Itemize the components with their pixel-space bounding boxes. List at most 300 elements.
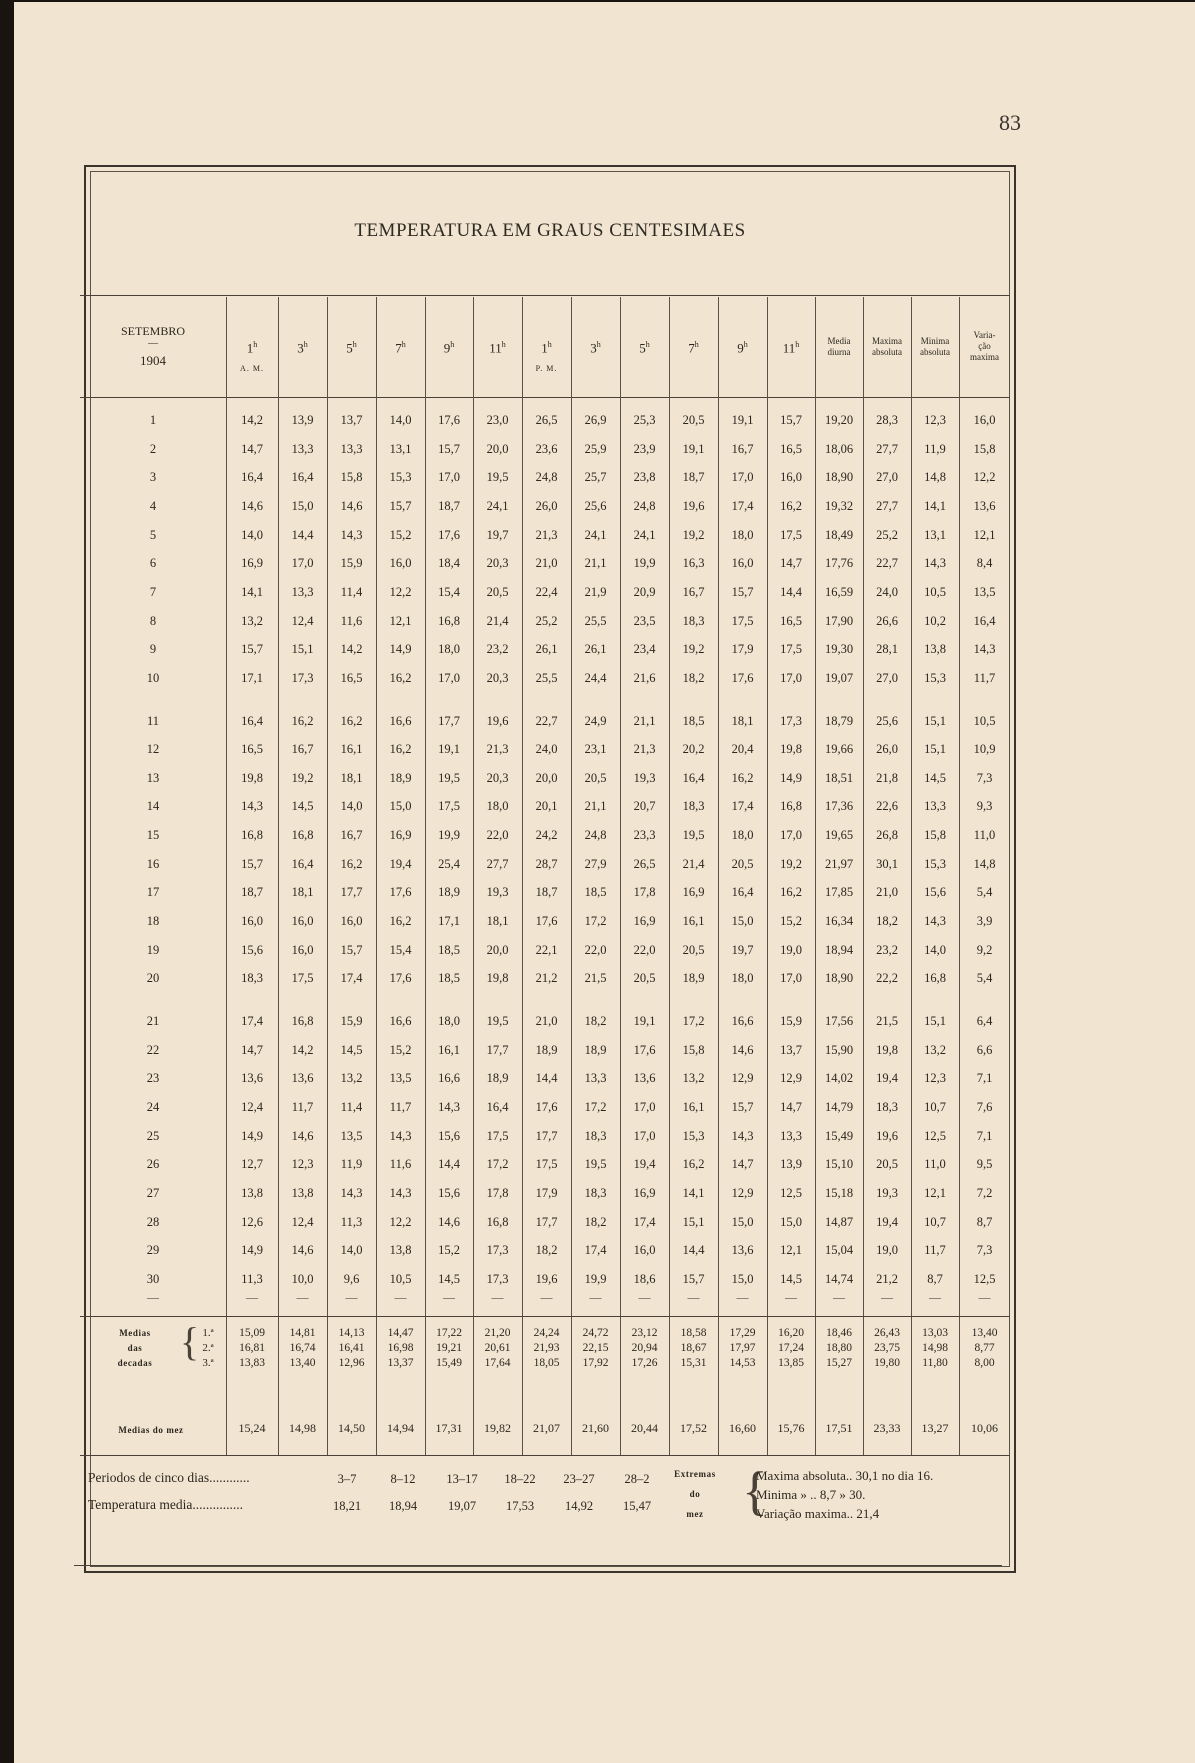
table-cell: 23,8 — [633, 470, 656, 485]
table-cell: 17,8 — [486, 1185, 509, 1200]
table-cell: 14,9 — [241, 1128, 263, 1143]
table-cell: 17,0 — [438, 670, 460, 685]
table-cell: 16,2 — [780, 498, 802, 513]
table-cell: 19,7 — [731, 942, 754, 957]
table-cell: 16,0 — [633, 1243, 656, 1258]
month-mean-cell: 16,60 — [729, 1421, 756, 1435]
periods-label: Periodos de cinco dias............ — [88, 1470, 250, 1485]
day-number: 7 — [149, 584, 157, 599]
table-cell: 15,3 — [924, 856, 946, 871]
extremas-line: Variação maxima.. 21,4 — [756, 1506, 880, 1521]
hour-number: 9 — [443, 340, 451, 356]
table-cell: 19,30 — [824, 642, 854, 657]
decade-mean-cell: 15,27 — [826, 1357, 852, 1369]
table-cell: 24,4 — [584, 670, 607, 685]
table-cell: 16,6 — [389, 713, 412, 728]
table-cell: 13,6 — [633, 1071, 656, 1086]
header-top-rule — [80, 295, 1010, 296]
table-cell: 18,6 — [633, 1271, 656, 1286]
dash-mark: — — [687, 1290, 700, 1304]
table-cell: 11,7 — [924, 1243, 946, 1258]
table-cell: 17,3 — [486, 1243, 509, 1258]
table-cell: 14,3 — [340, 1185, 363, 1200]
table-cell: 22,6 — [876, 799, 898, 814]
decade-mean-cell: 13,85 — [778, 1357, 804, 1369]
hour-suffix: h — [450, 340, 455, 349]
table-cell: 20,5 — [682, 942, 705, 957]
table-cell: 16,0 — [389, 556, 412, 571]
table-cell: 11,3 — [241, 1271, 263, 1286]
day-number: 16 — [146, 856, 160, 871]
decade-mean-cell: 12,96 — [338, 1357, 365, 1369]
extremas-label: mez — [686, 1509, 704, 1519]
table-cell: 17,2 — [486, 1157, 509, 1172]
table-cell: 19,4 — [876, 1214, 898, 1229]
table-cell: 18,5 — [438, 942, 460, 957]
month-mean-cell: 13,27 — [921, 1421, 949, 1435]
decade-mean-cell: 22,15 — [582, 1342, 609, 1354]
table-cell: 19,1 — [731, 413, 754, 427]
hour-number: 5 — [346, 340, 353, 356]
table-cell: 14,74 — [824, 1271, 854, 1286]
table-cell: 17,2 — [584, 1099, 607, 1114]
table-cell: 10,5 — [389, 1271, 412, 1286]
table-cell: 22,0 — [486, 828, 509, 843]
table-cell: 14,6 — [291, 1243, 314, 1258]
table-cell: 15,0 — [780, 1214, 802, 1229]
table-cell: 15,6 — [241, 942, 263, 957]
day-number: 19 — [146, 942, 160, 957]
table-cell: 13,3 — [291, 584, 314, 599]
table-cell: 14,4 — [438, 1157, 460, 1172]
decade-mean-cell: 13,37 — [387, 1357, 414, 1369]
month-mean-cell: 15,76 — [777, 1421, 805, 1435]
table-cell: 12,2 — [389, 584, 412, 599]
table-cell: 14,4 — [780, 584, 802, 599]
table-cell: 17,6 — [731, 670, 754, 685]
table-cell: 19,0 — [876, 1243, 898, 1258]
header-hour — [278, 338, 327, 355]
table-cell: 13,2 — [682, 1071, 705, 1086]
table-cell: 16,2 — [291, 713, 314, 728]
table-cell: 23,4 — [633, 642, 656, 657]
table-cell: 18,5 — [682, 713, 705, 728]
hour-suffix: h — [401, 340, 406, 349]
dash-mark: — — [540, 1290, 553, 1304]
table-cell: 13,3 — [291, 441, 314, 456]
table-cell: 16,0 — [973, 413, 996, 427]
table-cell: 21,0 — [876, 885, 898, 900]
table-cell: 15,9 — [340, 1014, 363, 1028]
table-cell: 10,9 — [973, 742, 996, 757]
table-cell: 15,1 — [682, 1214, 705, 1229]
decade-mean-cell: 16,20 — [778, 1327, 804, 1339]
table-cell: 14,3 — [340, 527, 363, 542]
table-cell: 23,2 — [876, 942, 898, 957]
decade-mean-cell: 23,75 — [874, 1342, 900, 1354]
decade-mean-cell: 17,64 — [484, 1357, 511, 1369]
table-cell: 14,1 — [682, 1185, 705, 1200]
table-cell: 12,3 — [291, 1157, 314, 1172]
table-cell: 20,0 — [486, 441, 509, 456]
table-cell: 16,4 — [486, 1099, 509, 1114]
table-cell: 21,1 — [633, 713, 656, 728]
table-cell: 17,5 — [780, 642, 802, 657]
table-cell: 18,9 — [438, 885, 460, 900]
table-cell: 16,1 — [340, 742, 363, 757]
table-cell: 27,7 — [876, 498, 898, 513]
table-cell: 11,0 — [924, 1157, 946, 1172]
header-hour — [571, 338, 620, 355]
table-cell: 11,4 — [340, 1099, 363, 1114]
header-extra-label: diurna — [827, 347, 851, 357]
decade-mean-cell: 8,00 — [974, 1357, 995, 1369]
month-mean-cell: 14,94 — [387, 1421, 414, 1435]
decade-mean-cell: 21,93 — [533, 1342, 560, 1354]
table-cell: 6,4 — [976, 1014, 993, 1028]
table-cell: 19,9 — [633, 556, 656, 571]
table-cell: 21,4 — [486, 613, 509, 628]
table-cell: 12,9 — [731, 1071, 754, 1086]
table-cell: 15,18 — [824, 1185, 854, 1200]
table-cell: 16,9 — [682, 885, 705, 900]
table-cell: 20,4 — [731, 742, 754, 757]
table-cell: 13,2 — [241, 613, 263, 628]
table-cell: 26,6 — [876, 613, 898, 628]
table-cell: 14,3 — [924, 556, 946, 571]
table-cell: 16,2 — [389, 670, 412, 685]
table-cell: 16,6 — [389, 1014, 412, 1028]
table-cell: 17,7 — [340, 885, 363, 900]
decade-mean-cell: 19,80 — [874, 1357, 900, 1369]
extremas-line: Maxima absoluta.. 30,1 no dia 16. — [756, 1468, 934, 1483]
dash-mark: — — [736, 1290, 749, 1304]
decade-means-label: decadas — [117, 1358, 153, 1368]
table-cell: 19,7 — [486, 527, 509, 542]
table-cell: 13,2 — [340, 1071, 363, 1086]
table-cell: 16,7 — [731, 441, 754, 456]
table-cell: 26,9 — [584, 413, 607, 427]
table-cell: 20,5 — [486, 584, 509, 599]
table-cell: 25,2 — [535, 613, 558, 628]
table-cell: 21,3 — [535, 527, 558, 542]
table-cell: 14,0 — [340, 1243, 363, 1258]
hour-number: 11 — [782, 340, 796, 356]
table-cell: 18,06 — [824, 441, 854, 456]
table-cell: 21,8 — [876, 770, 898, 785]
table-cell: 23,5 — [633, 613, 656, 628]
decade-mean-cell: 19,21 — [436, 1342, 462, 1354]
decade-mean-cell: 16,74 — [289, 1342, 316, 1354]
table-cell: 21,1 — [584, 556, 607, 571]
table-cell: 21,2 — [876, 1271, 898, 1286]
table-cell: 17,4 — [633, 1214, 656, 1229]
table-cell: 17,4 — [241, 1014, 263, 1028]
day-number: 30 — [146, 1271, 160, 1286]
hour-number: 3 — [590, 340, 597, 356]
table-cell: 28,7 — [535, 856, 558, 871]
table-cell: 18,79 — [824, 713, 854, 728]
table-cell: 17,4 — [340, 971, 363, 986]
table-cell: 13,8 — [389, 1243, 412, 1258]
table-cell: 11,7 — [389, 1099, 412, 1114]
decade-mean-cell: 20,61 — [484, 1342, 511, 1354]
table-cell: 25,9 — [584, 441, 607, 456]
table-cell: 10,7 — [924, 1214, 946, 1229]
table-cell: 16,6 — [438, 1071, 460, 1086]
table-cell: 11,0 — [973, 828, 996, 843]
table-cell: 26,1 — [584, 642, 607, 657]
table-cell: 16,8 — [438, 613, 460, 628]
table-cell: 15,3 — [682, 1128, 705, 1143]
table-cell: 19,66 — [824, 742, 854, 757]
table-cell: 21,5 — [876, 1014, 898, 1028]
table-cell: 24,9 — [584, 713, 607, 728]
table-cell: 15,10 — [824, 1157, 854, 1172]
table-cell: 12,1 — [973, 527, 996, 542]
dash-mark: — — [246, 1290, 258, 1304]
table-cell: 21,9 — [584, 584, 607, 599]
table-cell: 17,0 — [780, 828, 802, 843]
table-cell: 23,1 — [584, 742, 607, 757]
table-cell: 17,0 — [438, 470, 460, 485]
table-cell: 16,4 — [241, 470, 263, 485]
decade-mean-cell: 18,67 — [680, 1342, 707, 1354]
table-cell: 18,0 — [731, 828, 754, 843]
table-cell: 19,3 — [633, 770, 656, 785]
day-number: 14 — [146, 799, 160, 814]
table-cell: 16,0 — [291, 942, 314, 957]
table-cell: 10,2 — [924, 613, 946, 628]
decade-mean-cell: 16,81 — [239, 1342, 265, 1354]
table-cell: 14,9 — [389, 642, 412, 657]
table-cell: 18,90 — [824, 470, 854, 485]
day-number: 27 — [146, 1185, 160, 1200]
table-cell: 16,2 — [389, 742, 412, 757]
decade-mean-cell: 15,49 — [436, 1357, 462, 1369]
day-number: 9 — [149, 642, 157, 657]
means-bottom-rule — [80, 1455, 1010, 1456]
decade-mean-cell: 11,80 — [922, 1357, 948, 1369]
table-cell: 14,5 — [340, 1042, 363, 1057]
table-cell: 19,4 — [876, 1071, 898, 1086]
table-cell: 15,0 — [731, 1271, 754, 1286]
table-cell: 14,2 — [340, 642, 363, 657]
table-bottom-rule — [74, 1565, 1002, 1566]
table-cell: 19,5 — [486, 1014, 509, 1028]
day-number: 3 — [149, 470, 157, 485]
table-cell: 16,2 — [731, 770, 754, 785]
table-cell: 18,5 — [438, 971, 460, 986]
table-cell: 16,8 — [780, 799, 802, 814]
table-cell: 17,90 — [824, 613, 854, 628]
table-cell: 15,7 — [731, 584, 754, 599]
day-number: 1 — [149, 413, 157, 427]
table-cell: 20,5 — [584, 770, 607, 785]
table-cell: 16,0 — [340, 914, 363, 929]
table-cell: 20,0 — [486, 942, 509, 957]
table-cell: 14,4 — [291, 527, 314, 542]
table-cell: 18,3 — [876, 1099, 898, 1114]
period-range: 23–27 — [563, 1472, 595, 1486]
day-number: 18 — [146, 914, 160, 929]
decade-mean-cell: 13,40 — [971, 1327, 998, 1339]
table-cell: 25,3 — [633, 413, 656, 427]
table-cell: 15,3 — [924, 670, 946, 685]
table-cell: 16,7 — [340, 828, 363, 843]
table-cell: 17,85 — [824, 885, 854, 900]
table-cell: 17,56 — [824, 1014, 854, 1028]
table-cell: 18,51 — [824, 770, 854, 785]
table-cell: 14,3 — [389, 1128, 412, 1143]
table-cell: 13,3 — [924, 799, 946, 814]
table-cell: 16,4 — [291, 856, 314, 871]
table-cell: 7,3 — [976, 770, 993, 785]
decade-mean-cell: 16,98 — [387, 1342, 414, 1354]
table-cell: 15,7 — [241, 856, 263, 871]
table-cell: 17,9 — [731, 642, 754, 657]
table-cell: 15,1 — [924, 1014, 946, 1028]
month-means-label: Medias do mez — [118, 1425, 184, 1435]
table-cell: 16,4 — [731, 885, 754, 900]
month-mean-cell: 15,24 — [238, 1421, 266, 1435]
header-hour — [226, 338, 278, 355]
day-number: 28 — [146, 1214, 160, 1229]
table-cell: 16,5 — [241, 742, 263, 757]
table-cell: 17,5 — [731, 613, 754, 628]
day-number: 13 — [146, 770, 160, 785]
table-cell: 13,5 — [973, 584, 996, 599]
table-cell: 13,3 — [780, 1128, 802, 1143]
table-cell: 12,7 — [241, 1157, 263, 1172]
decade-mean-cell: 24,72 — [582, 1327, 609, 1339]
header-extra-label: Maxima — [872, 336, 902, 346]
table-cell: 18,90 — [824, 971, 854, 986]
table-cell: 15,7 — [780, 413, 802, 427]
day-number: 21 — [146, 1014, 160, 1028]
table-cell: 13,6 — [291, 1071, 314, 1086]
table-cell: 12,5 — [973, 1271, 996, 1286]
table-cell: 15,9 — [340, 556, 363, 571]
table-cell: 12,9 — [780, 1071, 802, 1086]
hour-number: 11 — [489, 340, 502, 356]
dash-mark: — — [881, 1290, 893, 1304]
table-cell: 18,9 — [584, 1042, 607, 1057]
table-cell: 13,8 — [241, 1185, 263, 1200]
table-cell: 28,1 — [876, 642, 898, 657]
table-cell: 17,6 — [535, 1099, 558, 1114]
table-cell: 8,7 — [927, 1271, 943, 1286]
table-cell: 19,4 — [389, 856, 412, 871]
table-cell: 27,7 — [876, 441, 898, 456]
decade-mean-cell: 26,43 — [874, 1327, 900, 1339]
table-cell: 16,2 — [389, 914, 412, 929]
table-cell: 21,0 — [535, 556, 558, 571]
table-cell: 15,9 — [780, 1014, 802, 1028]
table-cell: 18,3 — [682, 799, 705, 814]
hour-suffix: h — [694, 340, 699, 349]
table-cell: 14,7 — [780, 556, 802, 571]
table-cell: 19,3 — [876, 1185, 898, 1200]
table-cell: 21,97 — [824, 856, 854, 871]
table-cell: 12,2 — [389, 1214, 412, 1229]
dash-mark: — — [978, 1290, 991, 1304]
table-cell: 24,8 — [584, 828, 607, 843]
table-cell: 14,0 — [241, 527, 263, 542]
table-cell: 17,0 — [291, 556, 314, 571]
header-hour — [327, 338, 376, 355]
table-cell: 13,5 — [340, 1128, 363, 1143]
table-cell: 16,7 — [682, 584, 705, 599]
table-cell: 17,6 — [438, 413, 460, 427]
month-mean-cell: 10,06 — [971, 1421, 998, 1435]
period-temperature: 18,94 — [388, 1499, 418, 1513]
table-cell: 14,3 — [731, 1128, 754, 1143]
table-cell: 25,2 — [876, 527, 898, 542]
table-cell: 18,3 — [584, 1128, 607, 1143]
day-number: 23 — [146, 1071, 160, 1086]
decade-mean-cell: 15,09 — [239, 1327, 265, 1339]
table-cell: 17,0 — [780, 971, 802, 986]
decade-mean-cell: 18,58 — [680, 1327, 707, 1339]
table-cell: 16,3 — [682, 556, 705, 571]
table-cell: 17,3 — [291, 670, 314, 685]
table-cell: 7,3 — [976, 1243, 993, 1258]
header-hour — [669, 338, 718, 355]
extremas-label: Extremas — [674, 1469, 716, 1479]
table-cell: 15,1 — [291, 642, 314, 657]
table-cell: 16,59 — [824, 584, 854, 599]
table-cell: 10,5 — [924, 584, 946, 599]
table-cell: 14,0 — [340, 799, 363, 814]
table-cell: 20,3 — [486, 556, 509, 571]
table-cell: 17,5 — [780, 527, 802, 542]
day-number: 11 — [146, 713, 160, 728]
decade-ordinal: 2.ª — [202, 1342, 214, 1354]
table-cell: 18,3 — [682, 613, 705, 628]
hour-suffix: h — [743, 340, 748, 349]
table-cell: 18,2 — [876, 914, 898, 929]
table-cell: 20,5 — [876, 1157, 898, 1172]
table-cell: 14,6 — [340, 498, 363, 513]
table-cell: 21,0 — [535, 1014, 558, 1028]
table-cell: 15,0 — [291, 498, 314, 513]
table-cell: 16,34 — [824, 914, 854, 929]
table-cell: 14,4 — [682, 1243, 705, 1258]
hour-suffix: h — [501, 340, 506, 349]
table-cell: 18,1 — [731, 713, 754, 728]
table-cell: 16,4 — [682, 770, 705, 785]
table-cell: 17,0 — [633, 1128, 656, 1143]
table-cell: 16,4 — [291, 470, 314, 485]
table-cell: 9,5 — [976, 1157, 993, 1172]
table-cell: 21,5 — [584, 971, 607, 986]
table-cell: 14,7 — [780, 1099, 802, 1114]
table-cell: 20,1 — [535, 799, 558, 814]
hour-suffix: h — [352, 340, 357, 349]
table-cell: 22,7 — [535, 713, 558, 728]
table-cell: 16,5 — [780, 613, 802, 628]
table-cell: 17,5 — [535, 1157, 558, 1172]
table-cell: 17,6 — [438, 527, 460, 542]
table-cell: 19,4 — [633, 1157, 656, 1172]
table-cell: 16,9 — [241, 556, 263, 571]
table-cell: 20,5 — [633, 971, 656, 986]
table-cell: 19,8 — [241, 770, 263, 785]
table-cell: 18,3 — [584, 1185, 607, 1200]
table-cell: 18,0 — [438, 1014, 460, 1028]
table-cell: 17,76 — [824, 556, 854, 571]
